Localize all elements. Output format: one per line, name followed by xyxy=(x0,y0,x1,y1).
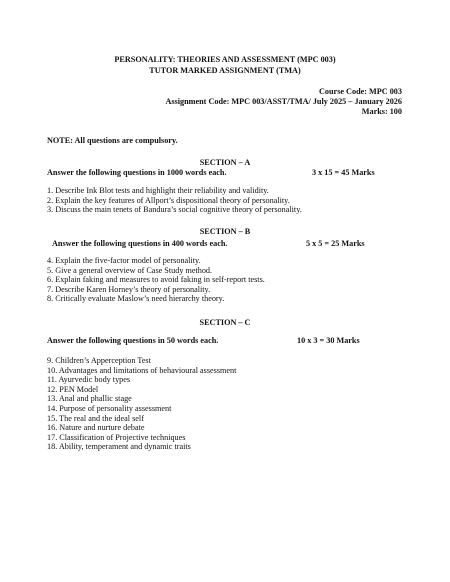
section-b-heading: SECTION – B xyxy=(199,227,251,236)
list-item: 16. Nature and nurture debate xyxy=(47,423,145,433)
list-item: 3. Discuss the main tenets of Bandura’s social cognitive theory of personality. xyxy=(47,205,302,215)
section-c-questions xyxy=(47,356,236,452)
list-item: 6. Explain faking and measures to avoid faking in self-report tests. xyxy=(47,275,265,285)
total-marks: Marks: 100 xyxy=(361,107,402,116)
section-a-instruction: Answer the following questions in 1000 words each. xyxy=(47,168,227,177)
section-c-marks: 10 x 3 = 30 Marks xyxy=(297,336,360,345)
section-c-instruction: Answer the following questions in 50 words each. xyxy=(47,336,219,345)
section-a-marks: 3 x 15 = 45 Marks xyxy=(312,168,375,177)
assignment-code: Assignment Code: MPC 003/ASST/TMA/ July 2025 – January 2026 xyxy=(165,97,402,106)
course-code: Course Code: MPC 003 xyxy=(319,87,402,96)
list-item: 13. Anal and phallic stage xyxy=(47,394,132,404)
list-item: 8. Critically evaluate Maslow’s need hierarchy theory. xyxy=(47,294,225,304)
list-item: 4. Explain the five-factor model of personality. xyxy=(47,256,201,265)
note: NOTE: All questions are compulsory. xyxy=(47,136,178,145)
list-item: 7. Describe Karen Horney’s theory of personality. xyxy=(47,284,211,294)
section-a-questions xyxy=(47,186,302,215)
list-item: 14. Purpose of personality assessment xyxy=(47,403,172,413)
section-b-marks: 5 x 5 = 25 Marks xyxy=(306,239,365,248)
list-item: 5. Give a general overview of Case Study method. xyxy=(47,265,213,275)
document-subtitle: TUTOR MARKED ASSIGNMENT (TMA) xyxy=(149,66,301,75)
list-item: 18. Ability, temperament and dynamic traits xyxy=(47,442,191,452)
list-item: 11. Ayurvedic body types xyxy=(47,375,131,385)
list-item: 10. Advantages and limitations of behavioural assessment xyxy=(47,365,237,375)
list-item: 12. PEN Model xyxy=(47,384,99,394)
list-item: 15. The real and the ideal self xyxy=(47,413,144,423)
section-a-heading: SECTION – A xyxy=(199,158,251,167)
list-item: 2. Explain the key features of Allport’s dispositional theory of personality. xyxy=(47,195,290,205)
list-item: 9. Children’s Apperception Test xyxy=(47,356,151,365)
section-c-heading: SECTION – C xyxy=(199,318,251,327)
list-item: 17. Classification of Projective techniques xyxy=(47,432,186,442)
document-title: PERSONALITY: THEORIES AND ASSESSMENT (MPC 003) xyxy=(114,55,336,64)
section-b-instruction: Answer the following questions in 400 words each. xyxy=(52,239,228,248)
list-item: 1. Describe Ink Blot tests and highlight their reliability and validity. xyxy=(47,186,269,195)
section-b-questions xyxy=(47,256,265,304)
